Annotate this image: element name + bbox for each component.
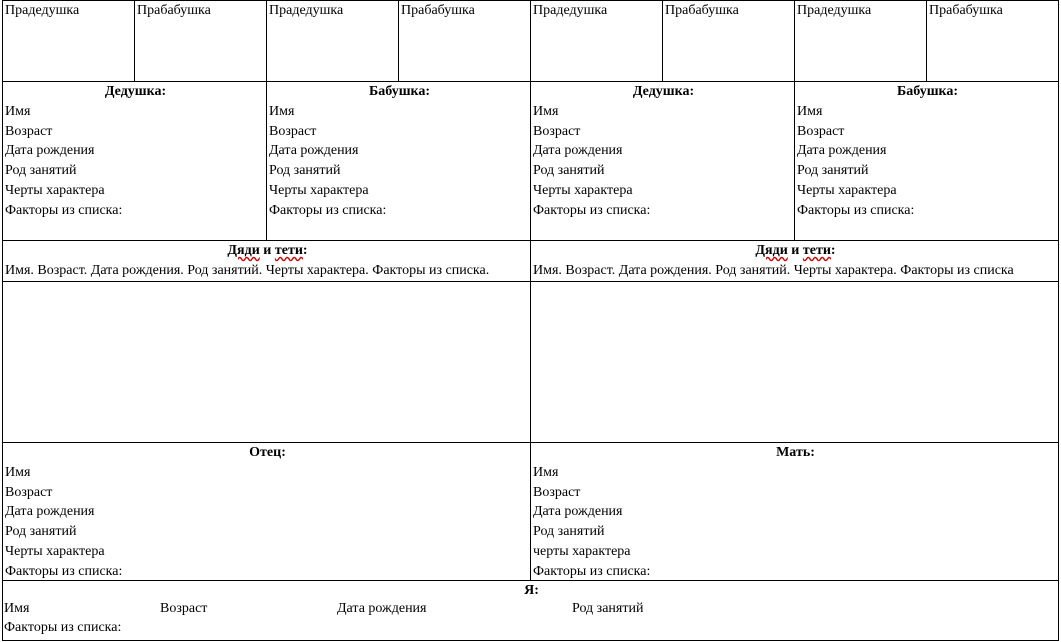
aunts-uncles-fields-line: Имя. Возраст. Дата рождения. Род занятий. Черты характера. Факторы из списка.	[5, 262, 490, 278]
great-grandparent-cell	[530, 0, 662, 81]
field-traits-label: Черты характера	[5, 543, 105, 559]
field-occupation-label: Род занятий	[533, 163, 605, 179]
great-grandparent-cell	[266, 0, 398, 81]
aunts-uncles-header-cell	[2, 240, 530, 281]
aunts-uncles-heading-colon: :	[830, 243, 836, 258]
field-birthdate-label: Дата рождения	[533, 504, 623, 520]
great-grandparent-label: Прабабушка	[929, 3, 1003, 18]
aunts-uncles-header-cell	[530, 240, 1058, 281]
field-age-label: Возраст	[269, 123, 317, 139]
field-traits-label: Черты характера	[5, 182, 105, 198]
aunts-uncles-heading	[5, 241, 530, 261]
great-grandparent-label: Прадедушка	[797, 3, 872, 18]
grandparent-cell	[530, 81, 794, 240]
great-grandparent-label: Прадедушка	[533, 3, 608, 18]
field-name-label: Имя	[797, 103, 823, 119]
me-field-birthdate-label: Дата рождения	[337, 601, 427, 616]
field-name-label: Имя	[533, 103, 559, 119]
field-traits-label: Черты характера	[533, 182, 633, 198]
field-name-label: Имя	[5, 464, 31, 480]
field-factors-label: Факторы из списка:	[533, 563, 651, 579]
field-name-label: Имя	[269, 103, 295, 119]
me-field-occupation-label: Род занятий	[572, 601, 644, 616]
field-birthdate-label: Дата рождения	[533, 143, 623, 159]
field-age-label: Возраст	[797, 123, 845, 139]
field-age-label: Возраст	[533, 123, 581, 139]
field-factors-label: Факторы из списка:	[269, 202, 387, 218]
field-traits-label: Черты характера	[797, 182, 897, 198]
aunts-uncles-heading	[533, 241, 1058, 261]
field-traits-label: Черты характера	[269, 182, 369, 198]
grandfather-heading: Дедушка:	[632, 84, 695, 99]
grandmother-heading: Бабушка:	[368, 84, 431, 99]
field-birthdate-label: Дата рождения	[5, 143, 95, 159]
aunts-uncles-fields-line: Имя. Возраст. Дата рождения. Род занятий. Черты характера. Факторы из списка	[533, 262, 1014, 278]
grandfather-heading: Дедушка:	[104, 84, 167, 99]
field-traits-label: черты характера	[533, 543, 631, 559]
field-age-label: Возраст	[5, 123, 53, 139]
great-grandparent-cell	[662, 0, 794, 81]
me-field-factors-label: Факторы из списка:	[4, 620, 122, 635]
field-name-label: Имя	[5, 103, 31, 119]
great-grandparent-cell	[398, 0, 530, 81]
field-age-label: Возраст	[5, 484, 53, 500]
me-field-name-label: Имя	[4, 601, 30, 616]
me-field-age-label: Возраст	[160, 601, 208, 616]
field-occupation-label: Род занятий	[269, 163, 341, 179]
aunts-uncles-heading-word-aunts: тети	[274, 243, 303, 258]
field-occupation-label: Род занятий	[533, 524, 605, 540]
mother-heading: Мать:	[776, 445, 815, 460]
field-factors-label: Факторы из списка:	[5, 202, 123, 218]
great-grandparent-cell	[134, 0, 266, 81]
aunts-uncles-heading-and: и	[787, 243, 803, 258]
great-grandparent-label: Прабабушка	[137, 3, 211, 18]
me-heading: Я:	[524, 583, 539, 598]
parent-cell	[530, 442, 1058, 580]
great-grandparent-cell	[926, 0, 1058, 81]
field-occupation-label: Род занятий	[797, 163, 869, 179]
field-factors-label: Факторы из списка:	[797, 202, 915, 218]
aunts-uncles-heading-word-aunts: тети	[802, 243, 831, 258]
aunts-uncles-heading-word-uncles: Дяди	[755, 243, 788, 258]
grandparent-cell	[794, 81, 1058, 240]
aunts-uncles-heading-colon: :	[302, 243, 308, 258]
aunts-uncles-heading-and: и	[259, 243, 275, 258]
great-grandparent-label: Прадедушка	[5, 3, 80, 18]
great-grandparent-cell	[2, 0, 134, 81]
great-grandparent-label: Прадедушка	[269, 3, 344, 18]
parent-cell	[2, 442, 530, 580]
field-age-label: Возраст	[533, 484, 581, 500]
field-factors-label: Факторы из списка:	[533, 202, 651, 218]
aunts-uncles-content-cell	[2, 281, 530, 442]
grandparent-cell	[2, 81, 266, 240]
field-occupation-label: Род занятий	[5, 163, 77, 179]
great-grandparent-cell	[794, 0, 926, 81]
field-occupation-label: Род занятий	[5, 524, 77, 540]
field-birthdate-label: Дата рождения	[5, 504, 95, 520]
great-grandparent-label: Прабабушка	[665, 3, 739, 18]
great-grandparent-label: Прабабушка	[401, 3, 475, 18]
field-birthdate-label: Дата рождения	[269, 143, 359, 159]
field-factors-label: Факторы из списка:	[5, 563, 123, 579]
field-birthdate-label: Дата рождения	[797, 143, 887, 159]
father-heading: Отец:	[249, 445, 286, 460]
grandmother-heading: Бабушка:	[896, 84, 959, 99]
field-name-label: Имя	[533, 464, 559, 480]
aunts-uncles-heading-word-uncles: Дяди	[227, 243, 260, 258]
grandparent-cell	[266, 81, 530, 240]
aunts-uncles-content-cell	[530, 281, 1058, 442]
me-cell	[2, 580, 1058, 640]
